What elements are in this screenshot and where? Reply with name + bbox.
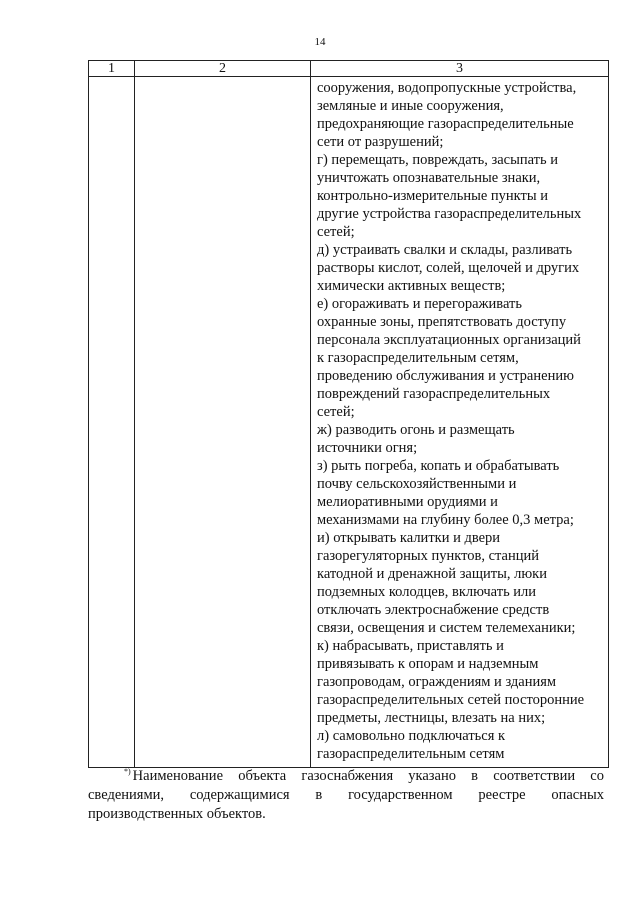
text-line: газорегуляторных пунктов, станций <box>317 548 539 564</box>
column-1-cell <box>89 77 135 768</box>
text-line: сооружения, водопропускные устройства, <box>317 80 577 96</box>
text-line: привязывать к опорам и надземным <box>317 656 539 672</box>
footnote-text-1: Наименование объекта газоснабжения указано в соответствии со <box>132 768 604 784</box>
text-line: другие устройства газораспределительных <box>317 206 582 222</box>
text-line: источники огня; <box>317 440 418 456</box>
column-header-3: 3 <box>311 61 609 77</box>
text-line: предметы, лестницы, влезать на них; <box>317 710 546 726</box>
column-3-text <box>317 79 604 763</box>
text-line: персонала эксплуатационных организаций <box>317 332 581 348</box>
table-row <box>89 77 609 768</box>
text-line: химически активных веществ; <box>317 278 506 294</box>
text-line: сети от разрушений; <box>317 134 444 150</box>
text-line: к газораспределительным сетям, <box>317 350 519 366</box>
text-line: катодной и дренажной защиты, люки <box>317 566 547 582</box>
footnote-line-1 <box>88 762 604 786</box>
table-header-row <box>89 61 609 77</box>
text-line: мелиоративными орудиями и <box>317 494 498 510</box>
text-line: газораспределительных сетей посторонние <box>317 692 585 708</box>
text-line: е) огораживать и перегораживать <box>317 296 522 312</box>
text-line: д) устраивать свалки и склады, разливать <box>317 242 573 258</box>
text-line: повреждений газораспределительных <box>317 386 551 402</box>
text-line: подземных колодцев, включать или <box>317 584 537 600</box>
text-line: контрольно-измерительные пункты и <box>317 188 549 204</box>
text-line: газопроводам, ограждениям и зданиям <box>317 674 557 690</box>
text-line: отключать электроснабжение средств <box>317 602 550 618</box>
text-line: предохраняющие газораспределительные <box>317 116 574 132</box>
text-line: и) открывать калитки и двери <box>317 530 501 546</box>
text-line: механизмами на глубину более 0,3 метра; <box>317 512 574 528</box>
text-line: з) рыть погреба, копать и обрабатывать <box>317 458 560 474</box>
text-line: г) перемещать, повреждать, засыпать и <box>317 152 559 168</box>
text-line: сетей; <box>317 404 355 420</box>
column-header-2: 2 <box>135 61 311 77</box>
column-2-cell <box>135 77 311 768</box>
footnote-line-3: производственных объектов. <box>88 806 266 822</box>
text-line: охранные зоны, препятствовать доступу <box>317 314 567 330</box>
text-line: проведению обслуживания и устранению <box>317 368 574 384</box>
page-number: 14 <box>314 36 326 48</box>
text-line: ж) разводить огонь и размещать <box>317 422 515 438</box>
document-table <box>88 60 609 768</box>
column-3-cell <box>311 77 609 768</box>
text-line: растворы кислот, солей, щелочей и других <box>317 260 580 276</box>
footnote-marker: *) <box>124 767 131 776</box>
text-line: уничтожать опознавательные знаки, <box>317 170 541 186</box>
text-line: л) самовольно подключаться к <box>317 728 506 744</box>
footnote <box>88 762 604 824</box>
column-header-1: 1 <box>89 61 135 77</box>
text-line: связи, освещения и систем телемеханики; <box>317 620 576 636</box>
text-line: газораспределительным сетям <box>317 746 505 762</box>
text-line: сетей; <box>317 224 355 240</box>
footnote-line-2: сведениями, содержащимися в государственном реестре опасных <box>88 787 604 803</box>
text-line: почву сельскохозяйственными и <box>317 476 517 492</box>
text-line: к) набрасывать, приставлять и <box>317 638 504 654</box>
text-line: земляные и иные сооружения, <box>317 98 504 114</box>
